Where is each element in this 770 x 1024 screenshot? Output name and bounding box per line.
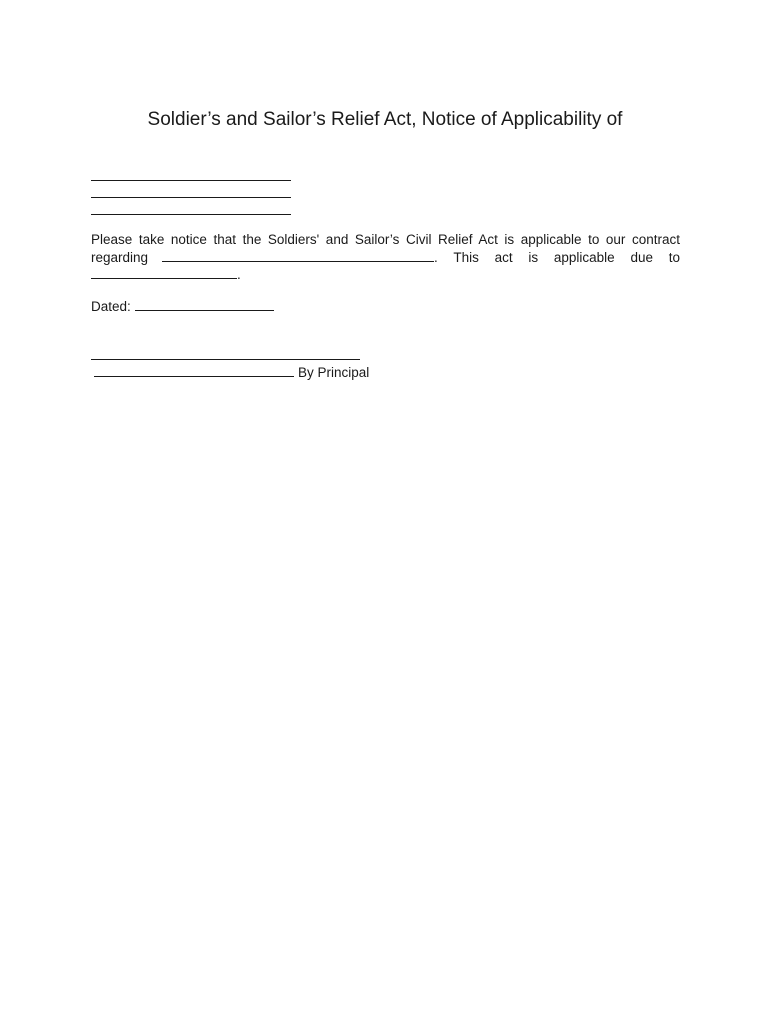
date-blank[interactable] [135,297,274,311]
address-line-1-blank[interactable] [91,180,291,181]
regarding-label: regarding [91,250,149,265]
signature-line[interactable] [91,359,360,360]
reason-end-period: . [237,267,241,282]
notice-text-line-3 [91,265,680,283]
contract-subject-blank[interactable] [162,248,434,262]
document-title: Soldier’s and Sailor’s Relief Act, Notice of Applicability of [147,109,623,130]
dated-label: Dated: [91,299,131,314]
notice-text-line-2 [91,248,680,266]
address-line-3-blank[interactable] [91,214,291,215]
address-line-2-blank[interactable] [91,197,291,198]
notice-text-line-1: Please take notice that the Soldiers' and Sailor’s Civil Relief Act is applicable to our contract [91,232,680,247]
principal-name-blank[interactable] [94,363,294,377]
by-principal-label: By Principal [298,365,370,380]
dated-row [91,297,274,315]
principal-signature-row [94,363,369,381]
applicable-due-to-text: . This act is applicable due to [434,250,680,265]
reason-blank[interactable] [91,265,237,279]
